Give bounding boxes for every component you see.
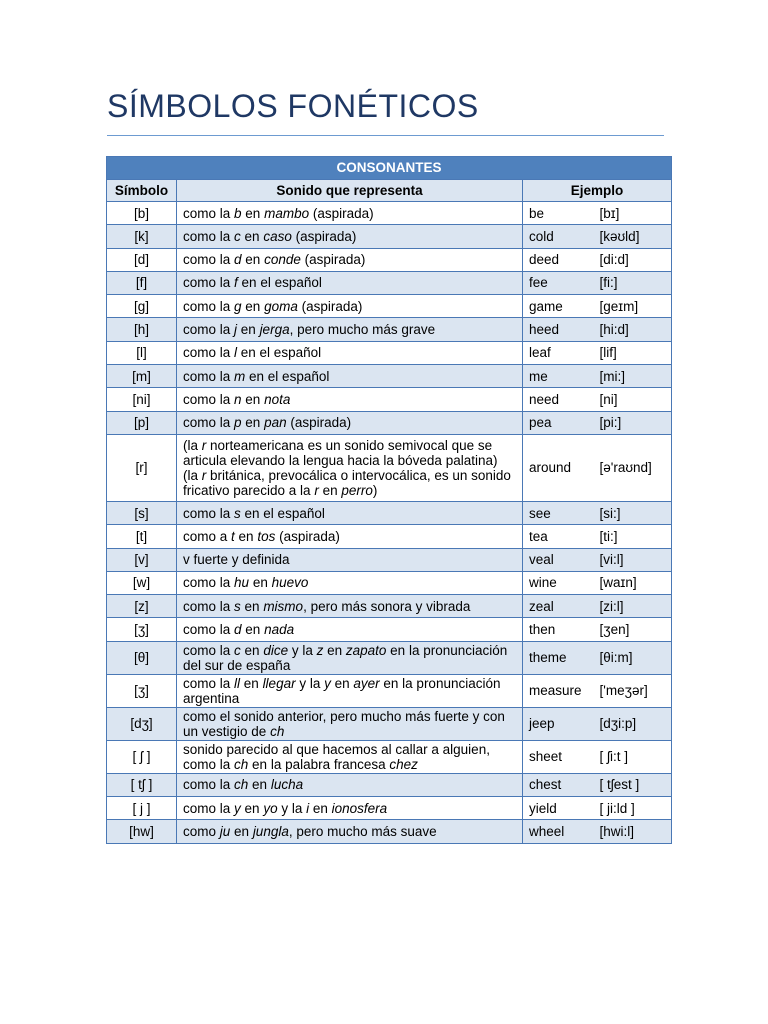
example-transcription-cell: [geɪm] <box>595 295 672 318</box>
example-word-cell: cold <box>523 225 595 248</box>
example-word-cell: wheel <box>523 820 595 843</box>
table-row <box>107 548 672 571</box>
sound-description-cell: sonido parecido al que hacemos al callar a alguien, como la ch en la palabra francesa chez <box>177 740 523 773</box>
sound-description-cell: como la c en dice y la z en zapato en la pronunciación del sur de españa <box>177 641 523 674</box>
table-row <box>107 674 672 707</box>
sound-description-cell: como a t en tos (aspirada) <box>177 525 523 548</box>
sound-description-cell: como la n en nota <box>177 388 523 411</box>
table-row <box>107 820 672 843</box>
sound-description-cell: como la s en el español <box>177 501 523 524</box>
example-word-cell: see <box>523 501 595 524</box>
symbol-cell: [ʒ] <box>107 618 177 641</box>
example-word-cell: around <box>523 434 595 501</box>
symbol-cell: [g] <box>107 295 177 318</box>
symbol-cell: [hw] <box>107 820 177 843</box>
table-row <box>107 525 672 548</box>
symbol-cell: [f] <box>107 271 177 294</box>
sound-description-cell: como la g en goma (aspirada) <box>177 295 523 318</box>
example-word-cell: yield <box>523 797 595 820</box>
symbol-cell: [ni] <box>107 388 177 411</box>
example-word-cell: heed <box>523 318 595 341</box>
sound-description-cell: como la s en mismo, pero más sonora y vibrada <box>177 595 523 618</box>
symbol-cell: [ʒ] <box>107 674 177 707</box>
example-transcription-cell: [ti:] <box>595 525 672 548</box>
example-transcription-cell: [bɪ] <box>595 202 672 225</box>
symbol-cell: [v] <box>107 548 177 571</box>
table-row <box>107 571 672 594</box>
example-transcription-cell: [zi:l] <box>595 595 672 618</box>
table-row <box>107 618 672 641</box>
example-word-cell: jeep <box>523 707 595 740</box>
symbol-cell: [ tʃ ] <box>107 773 177 796</box>
example-transcription-cell: [ʒen] <box>595 618 672 641</box>
sound-description-cell: v fuerte y definida <box>177 548 523 571</box>
example-transcription-cell: ['meʒər] <box>595 674 672 707</box>
example-word-cell: veal <box>523 548 595 571</box>
sound-description-cell: como la f en el español <box>177 271 523 294</box>
example-transcription-cell: [θi:m] <box>595 641 672 674</box>
table-row <box>107 707 672 740</box>
table-row <box>107 202 672 225</box>
sound-description-cell: (la r norteamericana es un sonido semivocal que se articula elevando la lengua hacia la bóveda palatina) (la r británica, prevocálica o intervocálica, es un sonido fricativo parecido a la r en perro) <box>177 434 523 501</box>
example-transcription-cell: [lif] <box>595 341 672 364</box>
example-transcription-cell: [kəʊld] <box>595 225 672 248</box>
symbol-cell: [l] <box>107 341 177 364</box>
example-transcription-cell: [ tʃest ] <box>595 773 672 796</box>
example-transcription-cell: [ə'raʊnd] <box>595 434 672 501</box>
sound-description-cell: como la hu en huevo <box>177 571 523 594</box>
table-row <box>107 365 672 388</box>
symbol-cell: [r] <box>107 434 177 501</box>
symbol-cell: [θ] <box>107 641 177 674</box>
table-row <box>107 388 672 411</box>
symbol-cell: [z] <box>107 595 177 618</box>
example-word-cell: measure <box>523 674 595 707</box>
table-row <box>107 797 672 820</box>
example-word-cell: me <box>523 365 595 388</box>
symbol-cell: [k] <box>107 225 177 248</box>
sound-description-cell: como la ch en lucha <box>177 773 523 796</box>
example-transcription-cell: [pi:] <box>595 411 672 434</box>
example-transcription-cell: [hi:d] <box>595 318 672 341</box>
symbol-cell: [p] <box>107 411 177 434</box>
example-word-cell: then <box>523 618 595 641</box>
table-row <box>107 318 672 341</box>
table-banner: CONSONANTES <box>107 157 672 180</box>
example-transcription-cell: [di:d] <box>595 248 672 271</box>
phonetic-symbols-table <box>106 156 672 844</box>
symbol-cell: [w] <box>107 571 177 594</box>
example-word-cell: deed <box>523 248 595 271</box>
column-header-symbol: Símbolo <box>107 180 177 202</box>
example-word-cell: pea <box>523 411 595 434</box>
column-header-example: Ejemplo <box>523 180 672 202</box>
sound-description-cell: como la d en nada <box>177 618 523 641</box>
sound-description-cell: como la l en el español <box>177 341 523 364</box>
sound-description-cell: como la y en yo y la i en ionosfera <box>177 797 523 820</box>
sound-description-cell: como la b en mambo (aspirada) <box>177 202 523 225</box>
example-transcription-cell: [ni] <box>595 388 672 411</box>
table-row <box>107 341 672 364</box>
symbol-cell: [dʒ] <box>107 707 177 740</box>
table-row <box>107 434 672 501</box>
column-header-sound: Sonido que representa <box>177 180 523 202</box>
example-word-cell: chest <box>523 773 595 796</box>
symbol-cell: [b] <box>107 202 177 225</box>
sound-description-cell: como la c en caso (aspirada) <box>177 225 523 248</box>
symbol-cell: [s] <box>107 501 177 524</box>
example-word-cell: sheet <box>523 740 595 773</box>
sound-description-cell: como la d en conde (aspirada) <box>177 248 523 271</box>
page-title: SÍMBOLOS FONÉTICOS <box>107 88 479 124</box>
example-transcription-cell: [dʒi:p] <box>595 707 672 740</box>
table-row <box>107 595 672 618</box>
sound-description-cell: como la p en pan (aspirada) <box>177 411 523 434</box>
sound-description-cell: como la ll en llegar y la y en ayer en la pronunciación argentina <box>177 674 523 707</box>
symbol-cell: [t] <box>107 525 177 548</box>
table-row <box>107 248 672 271</box>
sound-description-cell: como el sonido anterior, pero mucho más fuerte y con un vestigio de ch <box>177 707 523 740</box>
table-row <box>107 411 672 434</box>
table-row <box>107 641 672 674</box>
table-row <box>107 501 672 524</box>
example-word-cell: zeal <box>523 595 595 618</box>
symbol-cell: [ j ] <box>107 797 177 820</box>
example-word-cell: tea <box>523 525 595 548</box>
symbol-cell: [h] <box>107 318 177 341</box>
table-row <box>107 740 672 773</box>
example-transcription-cell: [fi:] <box>595 271 672 294</box>
symbol-cell: [m] <box>107 365 177 388</box>
sound-description-cell: como la m en el español <box>177 365 523 388</box>
example-transcription-cell: [waɪn] <box>595 571 672 594</box>
example-transcription-cell: [si:] <box>595 501 672 524</box>
example-word-cell: leaf <box>523 341 595 364</box>
table-row <box>107 225 672 248</box>
symbol-cell: [ ʃ ] <box>107 740 177 773</box>
example-word-cell: wine <box>523 571 595 594</box>
title-underline <box>107 135 664 136</box>
symbol-cell: [d] <box>107 248 177 271</box>
table-row <box>107 295 672 318</box>
example-word-cell: game <box>523 295 595 318</box>
example-transcription-cell: [hwi:l] <box>595 820 672 843</box>
example-transcription-cell: [vi:l] <box>595 548 672 571</box>
table-row <box>107 773 672 796</box>
sound-description-cell: como la j en jerga, pero mucho más grave <box>177 318 523 341</box>
sound-description-cell: como ju en jungla, pero mucho más suave <box>177 820 523 843</box>
table-body <box>107 202 672 844</box>
table-row <box>107 271 672 294</box>
example-word-cell: be <box>523 202 595 225</box>
example-transcription-cell: [ ʃi:t ] <box>595 740 672 773</box>
example-transcription-cell: [mi:] <box>595 365 672 388</box>
example-word-cell: theme <box>523 641 595 674</box>
example-word-cell: need <box>523 388 595 411</box>
example-word-cell: fee <box>523 271 595 294</box>
example-transcription-cell: [ ji:ld ] <box>595 797 672 820</box>
